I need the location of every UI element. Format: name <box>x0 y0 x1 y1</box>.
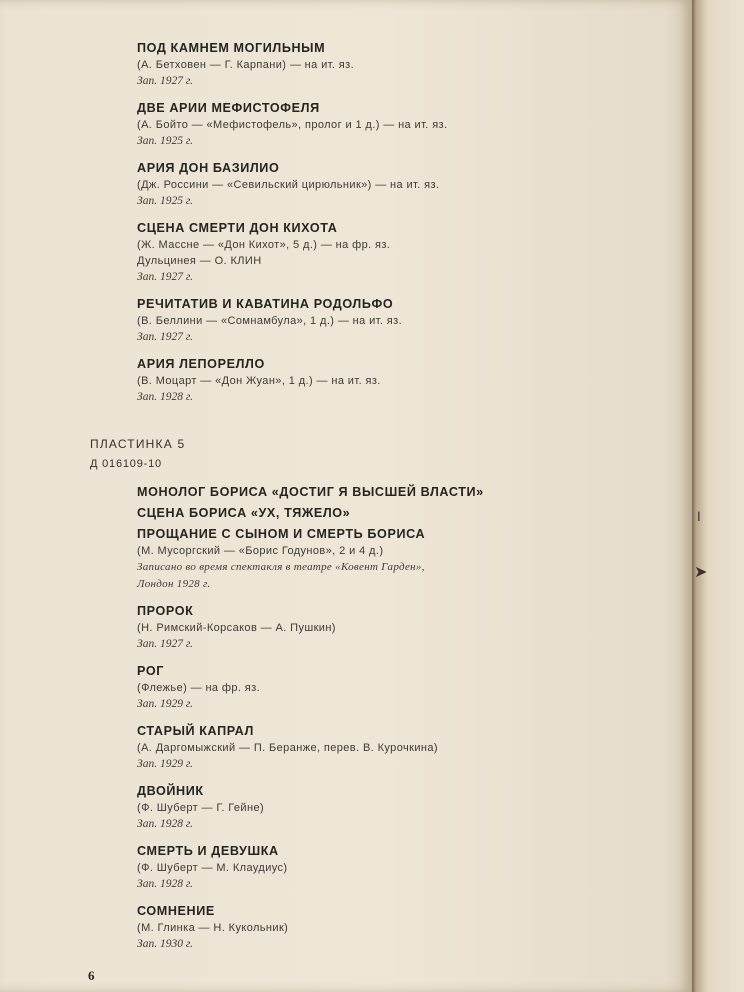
track-entry <box>137 40 677 90</box>
track-title: АРИЯ ЛЕПОРЕЛЛО <box>137 357 265 371</box>
recording-note: Записано во время спектакля в театре «Ковент Гарден», <box>137 561 425 573</box>
track-credit: (М. Глинка — Н. Кукольник) <box>137 922 289 934</box>
track-title: СОМНЕНИЕ <box>137 904 215 918</box>
track-credit: (В. Моцарт — «Дон Жуан», 1 д.) — на ит. яз. <box>137 375 381 387</box>
track-credit: (А. Даргомыжский — П. Беранже, перев. В. Курочкина) <box>137 742 438 754</box>
track-title: ПОД КАМНЕМ МОГИЛЬНЫМ <box>137 41 326 55</box>
recording-note: Лондон 1928 г. <box>137 578 211 590</box>
track-entry <box>137 663 677 713</box>
track-title: АРИЯ ДОН БАЗИЛИО <box>137 161 280 175</box>
track-credit: (А. Бойто — «Мефистофель», пролог и 1 д.) — на ит. яз. <box>137 119 448 131</box>
track-title: ДВОЙНИК <box>137 784 204 798</box>
recording-date: Зап. 1927 г. <box>137 271 194 283</box>
track-title: РОГ <box>137 664 164 678</box>
record-catalog-number: Д 016109-10 <box>90 458 162 470</box>
track-entry <box>137 723 677 773</box>
track-credit: (Ж. Массне — «Дон Кихот», 5 д.) — на фр. яз. <box>137 239 391 251</box>
track-entry <box>137 220 677 286</box>
track-entry <box>137 603 677 653</box>
track-credit: (Ф. Шуберт — М. Клаудиус) <box>137 862 288 874</box>
track-entry <box>137 783 677 833</box>
track-title: СЦЕНА БОРИСА «УХ, ТЯЖЕЛО» <box>137 506 351 520</box>
track-credit: (А. Бетховен — Г. Карпани) — на ит. яз. <box>137 59 355 71</box>
section-2-list <box>137 484 677 963</box>
arrow-mark-icon: ➤ <box>694 564 708 581</box>
track-title: ПРОЩАНИЕ С СЫНОМ И СМЕРТЬ БОРИСА <box>137 527 426 541</box>
track-credit: (Н. Римский-Корсаков — А. Пушкин) <box>137 622 336 634</box>
track-title: МОНОЛОГ БОРИСА «ДОСТИГ Я ВЫСШЕЙ ВЛАСТИ» <box>137 485 484 499</box>
page-number: 6 <box>88 968 95 983</box>
track-credit: (Флежье) — на фр. яз. <box>137 682 261 694</box>
track-credit: (Дж. Россини — «Севильский цирюльник») — на ит. яз. <box>137 179 440 191</box>
track-entry <box>137 843 677 893</box>
track-title: РЕЧИТАТИВ И КАВАТИНА РОДОЛЬФО <box>137 297 394 311</box>
track-title: СМЕРТЬ И ДЕВУШКА <box>137 844 279 858</box>
track-entry <box>137 296 677 346</box>
section-1-list <box>137 40 677 416</box>
recording-date: Зап. 1930 г. <box>137 938 194 950</box>
recording-date: Зап. 1928 г. <box>137 391 194 403</box>
track-title: ДВЕ АРИИ МЕФИСТОФЕЛЯ <box>137 101 320 115</box>
recording-date: Зап. 1927 г. <box>137 638 194 650</box>
facing-page-edge <box>692 0 744 992</box>
track-entry <box>137 356 677 406</box>
track-credit: (М. Мусоргский — «Борис Годунов», 2 и 4 д.) <box>137 545 384 557</box>
recording-date: Зап. 1928 г. <box>137 878 194 890</box>
track-credit: (Ф. Шуберт — Г. Гейне) <box>137 802 265 814</box>
track-entry <box>137 526 677 593</box>
track-performer: Дульцинея — О. КЛИН <box>137 255 262 267</box>
track-entry <box>137 484 677 501</box>
track-title: ПРОРОК <box>137 604 194 618</box>
recording-date: Зап. 1925 г. <box>137 195 194 207</box>
recording-date: Зап. 1927 г. <box>137 75 194 87</box>
track-entry <box>137 903 677 953</box>
track-title: СЦЕНА СМЕРТИ ДОН КИХОТА <box>137 221 338 235</box>
recording-date: Зап. 1927 г. <box>137 331 194 343</box>
page-tick-mark: ╷ <box>694 504 704 521</box>
track-credit: (В. Беллини — «Сомнамбула», 1 д.) — на ит. яз. <box>137 315 403 327</box>
record-label: ПЛАСТИНКА 5 <box>90 437 186 451</box>
recording-date: Зап. 1929 г. <box>137 758 194 770</box>
track-entry <box>137 100 677 150</box>
recording-date: Зап. 1929 г. <box>137 698 194 710</box>
track-title: СТАРЫЙ КАПРАЛ <box>137 724 254 738</box>
recording-date: Зап. 1928 г. <box>137 818 194 830</box>
track-entry <box>137 160 677 210</box>
track-entry <box>137 505 677 522</box>
recording-date: Зап. 1925 г. <box>137 135 194 147</box>
